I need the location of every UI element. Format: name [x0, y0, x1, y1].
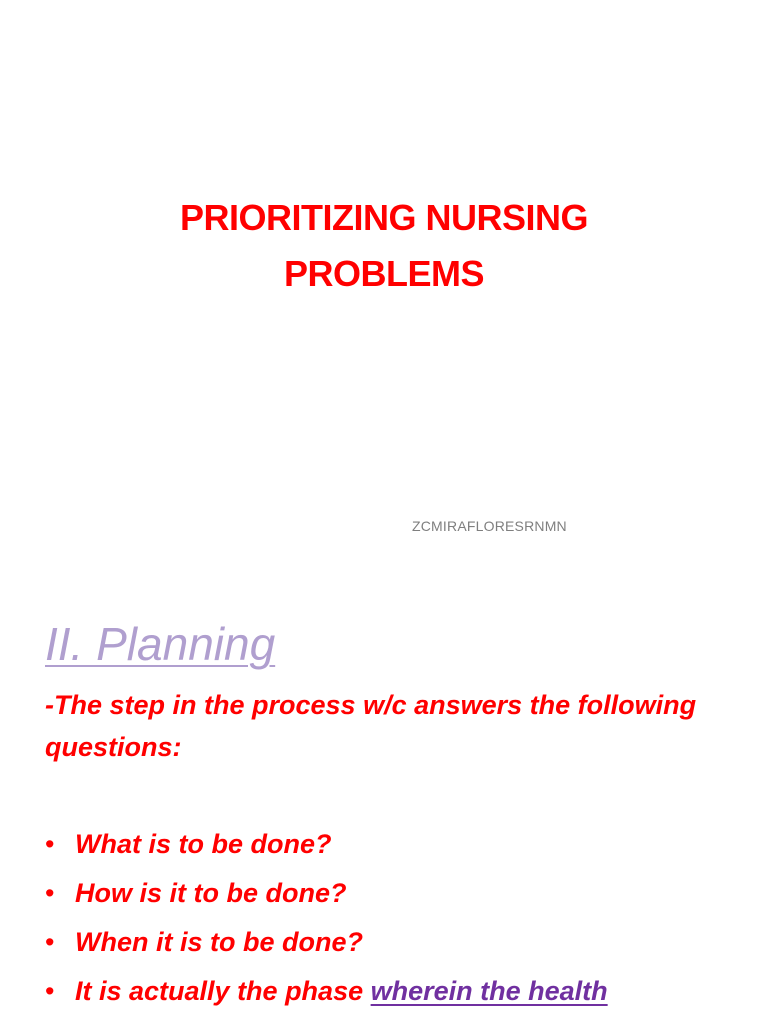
- list-item-text: What is to be done?: [75, 829, 332, 859]
- hyperlink-text[interactable]: wherein the health: [370, 976, 608, 1006]
- planning-slide: [0, 576, 768, 1024]
- question-list: [45, 823, 745, 1019]
- list-item-text: How is it to be done?: [75, 878, 347, 908]
- list-item-text: When it is to be done?: [75, 927, 363, 957]
- slide-title-line-1: PRIORITIZING NURSING: [179, 197, 588, 238]
- author-label: ZCMIRAFLORESRNMN: [412, 518, 567, 534]
- bullet-icon: •: [45, 976, 55, 1006]
- slide-title: [0, 190, 768, 302]
- list-item: [45, 921, 745, 970]
- list-item-text: It is actually the phase: [75, 976, 371, 1006]
- list-item: [45, 872, 745, 921]
- list-item: [45, 970, 745, 1019]
- list-item: [45, 823, 745, 872]
- intro-text: -The step in the process w/c answers the following questions:: [45, 690, 697, 762]
- section-heading: II. Planning: [45, 618, 276, 670]
- bullet-icon: •: [45, 829, 55, 859]
- slide-title-line-2: PROBLEMS: [283, 253, 484, 294]
- bullet-icon: •: [45, 927, 55, 957]
- bullet-icon: •: [45, 878, 55, 908]
